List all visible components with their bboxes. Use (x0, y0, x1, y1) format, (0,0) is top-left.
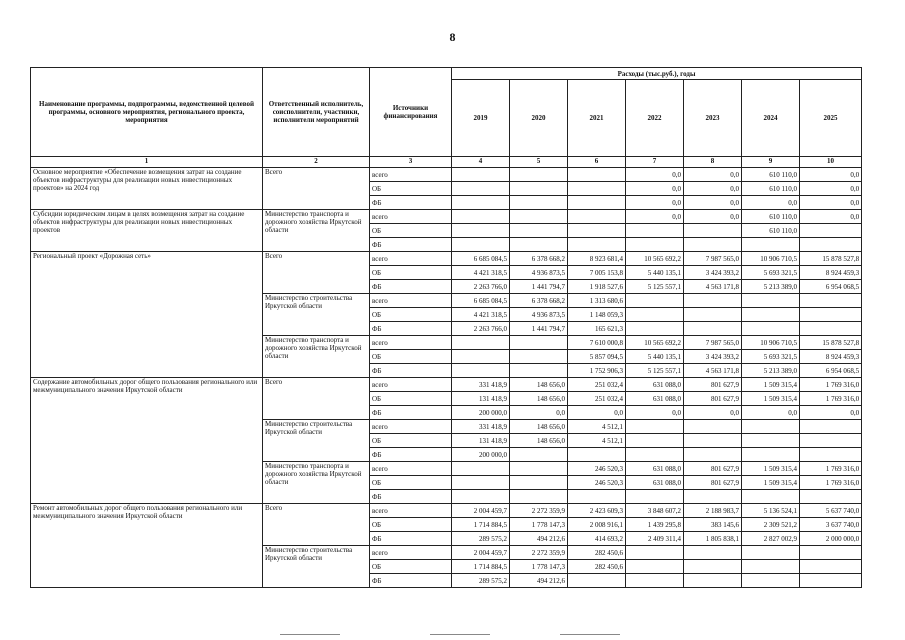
expense-value: 4 563 171,8 (684, 280, 742, 294)
expense-value (800, 448, 862, 462)
section-name: Содержание автомобильных дорог общего пользования регионального или межмуниципального значения Иркутской области (31, 378, 263, 504)
expense-value (684, 490, 742, 504)
expense-value (626, 434, 684, 448)
expense-value (626, 322, 684, 336)
header-year: 2021 (568, 80, 626, 157)
responsible-executor: Всего (263, 378, 370, 420)
expense-value: 0,0 (742, 406, 800, 420)
funding-source: ФБ (370, 238, 452, 252)
expense-value (510, 364, 568, 378)
expense-value (510, 210, 568, 224)
expense-value (568, 238, 626, 252)
expense-value: 148 656,0 (510, 420, 568, 434)
expense-value: 494 212,6 (510, 574, 568, 588)
expense-value: 15 878 527,8 (800, 252, 862, 266)
expense-value: 2 309 521,2 (742, 518, 800, 532)
expense-value: 801 627,9 (684, 476, 742, 490)
expense-value (742, 434, 800, 448)
funding-source: ФБ (370, 406, 452, 420)
expense-value: 2 000 000,0 (800, 532, 862, 546)
footer-line (430, 634, 490, 635)
expense-value: 251 032,4 (568, 378, 626, 392)
expense-value (626, 294, 684, 308)
expense-value: 131 418,9 (452, 392, 510, 406)
expense-value: 1 441 794,7 (510, 322, 568, 336)
expense-value: 0,0 (684, 210, 742, 224)
expense-value: 131 418,9 (452, 434, 510, 448)
expense-value: 6 685 084,5 (452, 252, 510, 266)
expense-value: 1 769 316,0 (800, 392, 862, 406)
expense-value (626, 490, 684, 504)
expense-value (684, 308, 742, 322)
expense-value: 289 575,2 (452, 532, 510, 546)
expense-value: 1 148 059,3 (568, 308, 626, 322)
expense-value: 7 610 000,8 (568, 336, 626, 350)
expense-value (568, 448, 626, 462)
expense-value: 1 778 147,3 (510, 560, 568, 574)
expense-value: 5 440 135,1 (626, 266, 684, 280)
expense-value: 2 423 609,3 (568, 504, 626, 518)
expense-value: 1 714 884,5 (452, 560, 510, 574)
expense-value: 2 263 766,0 (452, 280, 510, 294)
header-year: 2022 (626, 80, 684, 157)
funding-source: всего (370, 294, 452, 308)
expense-value: 0,0 (684, 168, 742, 182)
expense-value: 2 004 459,7 (452, 546, 510, 560)
expense-value (626, 308, 684, 322)
section-name: Региональный проект «Дорожная сеть» (31, 252, 263, 378)
expense-value: 7 987 565,0 (684, 252, 742, 266)
funding-source: всего (370, 546, 452, 560)
expense-value (510, 490, 568, 504)
expense-value: 2 272 359,9 (510, 546, 568, 560)
expense-value: 3 848 607,2 (626, 504, 684, 518)
expense-value: 1 509 315,4 (742, 462, 800, 476)
expense-value: 1 805 838,1 (684, 532, 742, 546)
responsible-executor: Министерство строительства Иркутской области (263, 420, 370, 462)
expense-value: 1 313 680,6 (568, 294, 626, 308)
responsible-executor: Министерство строительства Иркутской области (263, 546, 370, 588)
column-index: 2 (263, 157, 370, 168)
expense-value: 2 263 766,0 (452, 322, 510, 336)
expense-value (510, 448, 568, 462)
expense-value (626, 238, 684, 252)
header-source: Источники финансирования (370, 68, 452, 157)
expense-value: 148 656,0 (510, 392, 568, 406)
expense-value: 1 509 315,4 (742, 392, 800, 406)
expense-value: 15 878 527,8 (800, 336, 862, 350)
expense-value (452, 364, 510, 378)
expense-value (800, 294, 862, 308)
expense-value (452, 210, 510, 224)
funding-source: ОБ (370, 308, 452, 322)
expense-value: 610 110,0 (742, 224, 800, 238)
expense-value: 3 424 393,2 (684, 266, 742, 280)
expense-value: 1 752 906,3 (568, 364, 626, 378)
expense-value (510, 462, 568, 476)
expense-value: 5 125 557,1 (626, 364, 684, 378)
expense-value: 4 563 171,8 (684, 364, 742, 378)
table-row (31, 252, 862, 266)
expense-value (800, 434, 862, 448)
funding-source: ФБ (370, 448, 452, 462)
expense-value: 7 005 153,8 (568, 266, 626, 280)
funding-source: ОБ (370, 224, 452, 238)
expense-value: 6 685 084,5 (452, 294, 510, 308)
expense-value: 4 936 873,5 (510, 266, 568, 280)
funding-source: ФБ (370, 490, 452, 504)
expense-value (684, 294, 742, 308)
expense-value (626, 420, 684, 434)
expense-value (684, 546, 742, 560)
footer-line (280, 634, 340, 635)
expense-value: 2 008 916,1 (568, 518, 626, 532)
expense-value (510, 350, 568, 364)
funding-source: всего (370, 504, 452, 518)
expense-value (568, 210, 626, 224)
expense-value: 1 439 295,8 (626, 518, 684, 532)
expense-value: 610 110,0 (742, 168, 800, 182)
funding-source: всего (370, 420, 452, 434)
header-expenses: Расходы (тыс.руб.), годы (452, 68, 862, 80)
expense-value (452, 238, 510, 252)
responsible-executor: Министерство транспорта и дорожного хозяйства Иркутской области (263, 336, 370, 378)
expense-value: 331 418,9 (452, 378, 510, 392)
expense-value (684, 448, 742, 462)
expense-value (800, 420, 862, 434)
expense-value: 4 936 873,5 (510, 308, 568, 322)
expense-value: 10 565 692,2 (626, 252, 684, 266)
expense-value (452, 168, 510, 182)
expense-value: 2 827 002,9 (742, 532, 800, 546)
header-year: 2024 (742, 80, 800, 157)
expense-value: 246 520,3 (568, 462, 626, 476)
expense-value (510, 336, 568, 350)
expense-value: 0,0 (684, 182, 742, 196)
expense-value (742, 546, 800, 560)
funding-source: ОБ (370, 476, 452, 490)
expense-value: 1 918 527,6 (568, 280, 626, 294)
expense-value: 148 656,0 (510, 378, 568, 392)
funding-source: всего (370, 378, 452, 392)
funding-source: всего (370, 252, 452, 266)
expense-value: 246 520,3 (568, 476, 626, 490)
funding-source: ОБ (370, 350, 452, 364)
page-number: 8 (449, 30, 456, 44)
expense-value: 1 509 315,4 (742, 378, 800, 392)
expense-value (568, 224, 626, 238)
funding-source: ФБ (370, 574, 452, 588)
expense-value (800, 560, 862, 574)
funding-source: ОБ (370, 392, 452, 406)
expense-value: 3 637 740,0 (800, 518, 862, 532)
header-responsible: Ответственный исполнитель, соисполнители, участники, исполнители мероприятий (263, 68, 370, 157)
expense-value: 801 627,9 (684, 392, 742, 406)
expense-value (684, 574, 742, 588)
expense-value: 2 272 359,9 (510, 504, 568, 518)
column-index: 8 (684, 157, 742, 168)
expense-value: 0,0 (800, 182, 862, 196)
expense-value: 282 450,6 (568, 560, 626, 574)
expense-value: 0,0 (684, 196, 742, 210)
expense-value: 5 857 094,5 (568, 350, 626, 364)
expense-value: 801 627,9 (684, 462, 742, 476)
expense-value (684, 322, 742, 336)
expense-value (510, 224, 568, 238)
expense-value (800, 322, 862, 336)
expense-value: 251 032,4 (568, 392, 626, 406)
budget-table-body (31, 168, 862, 588)
expense-value (568, 168, 626, 182)
expense-value (684, 434, 742, 448)
expense-value (510, 476, 568, 490)
expense-value: 6 954 068,5 (800, 364, 862, 378)
section-name: Основное мероприятие «Обеспечение возмещения затрат на создание объектов инфраструктуры для реализации новых инвестиционных проектов» на 2024 год (31, 168, 263, 210)
expense-value: 0,0 (626, 182, 684, 196)
expense-value: 610 110,0 (742, 210, 800, 224)
expense-value: 631 088,0 (626, 392, 684, 406)
expense-value (568, 490, 626, 504)
expense-value (452, 476, 510, 490)
expense-value: 8 924 459,3 (800, 266, 862, 280)
section-name: Ремонт автомобильных дорог общего пользования регионального или межмуниципального значения Иркутской области (31, 504, 263, 588)
expense-value: 5 693 321,5 (742, 350, 800, 364)
column-index: 5 (510, 157, 568, 168)
expense-value (626, 448, 684, 462)
column-index: 4 (452, 157, 510, 168)
expense-value (742, 574, 800, 588)
expense-value: 0,0 (626, 196, 684, 210)
expense-value (800, 546, 862, 560)
budget-table (30, 67, 862, 588)
expense-value: 0,0 (800, 196, 862, 210)
funding-source: ФБ (370, 280, 452, 294)
column-index: 3 (370, 157, 452, 168)
expense-value (568, 182, 626, 196)
expense-value: 148 656,0 (510, 434, 568, 448)
funding-source: всего (370, 210, 452, 224)
column-index: 9 (742, 157, 800, 168)
funding-source: ФБ (370, 196, 452, 210)
expense-value: 6 378 668,2 (510, 294, 568, 308)
section-name: Субсидии юридическим лицам в целях возмещения затрат на создание объектов инфраструктуры для реализации новых инвестиционных проектов (31, 210, 263, 252)
expense-value: 289 575,2 (452, 574, 510, 588)
expense-value: 0,0 (626, 406, 684, 420)
expense-value: 5 125 557,1 (626, 280, 684, 294)
expense-value: 1 769 316,0 (800, 378, 862, 392)
responsible-executor: Министерство транспорта и дорожного хозяйства Иркутской области (263, 462, 370, 504)
expense-value: 610 110,0 (742, 182, 800, 196)
expense-value (510, 196, 568, 210)
expense-value: 0,0 (626, 210, 684, 224)
expense-value (452, 196, 510, 210)
column-index: 10 (800, 157, 862, 168)
expense-value: 5 213 389,0 (742, 280, 800, 294)
expense-value: 165 621,3 (568, 322, 626, 336)
expense-value: 494 212,6 (510, 532, 568, 546)
expense-value: 4 421 318,5 (452, 308, 510, 322)
expense-value (800, 490, 862, 504)
expense-value (800, 224, 862, 238)
expense-value: 6 954 068,5 (800, 280, 862, 294)
expense-value (568, 196, 626, 210)
table-row (31, 210, 862, 224)
funding-source: всего (370, 336, 452, 350)
funding-source: ФБ (370, 532, 452, 546)
expense-value (742, 560, 800, 574)
expense-value (684, 238, 742, 252)
expense-value: 631 088,0 (626, 476, 684, 490)
funding-source: ОБ (370, 434, 452, 448)
expense-value: 801 627,9 (684, 378, 742, 392)
expense-value (568, 574, 626, 588)
header-year: 2025 (800, 80, 862, 157)
header-year: 2020 (510, 80, 568, 157)
expense-value: 4 512,1 (568, 434, 626, 448)
expense-value (452, 462, 510, 476)
expense-value: 0,0 (800, 406, 862, 420)
header-name: Наименование программы, подпрограммы, ведомственной целевой программы, основного мероприятия, регионального проекта, мероприятия (31, 68, 263, 157)
table-row (31, 378, 862, 392)
expense-value: 8 923 681,4 (568, 252, 626, 266)
expense-value: 414 693,2 (568, 532, 626, 546)
responsible-executor: Всего (263, 252, 370, 294)
responsible-executor: Всего (263, 504, 370, 546)
column-index: 6 (568, 157, 626, 168)
expense-value (742, 448, 800, 462)
expense-value (510, 168, 568, 182)
expense-value (800, 308, 862, 322)
expense-value: 1 769 316,0 (800, 462, 862, 476)
expense-value: 2 409 311,4 (626, 532, 684, 546)
responsible-executor: Всего (263, 168, 370, 210)
expense-value: 1 778 147,3 (510, 518, 568, 532)
expense-value (510, 182, 568, 196)
expense-value: 1 769 316,0 (800, 476, 862, 490)
table-row (31, 168, 862, 182)
expense-value: 0,0 (684, 406, 742, 420)
expense-value (742, 490, 800, 504)
expense-value: 7 987 565,0 (684, 336, 742, 350)
expense-value: 10 565 692,2 (626, 336, 684, 350)
expense-value: 1 441 794,7 (510, 280, 568, 294)
table-row (31, 504, 862, 518)
expense-value (452, 224, 510, 238)
expense-value (452, 182, 510, 196)
funding-source: ОБ (370, 518, 452, 532)
expense-value: 10 906 710,5 (742, 336, 800, 350)
expense-value: 0,0 (742, 196, 800, 210)
expense-value (742, 294, 800, 308)
expense-value (800, 238, 862, 252)
expense-value: 631 088,0 (626, 462, 684, 476)
expense-value: 6 378 668,2 (510, 252, 568, 266)
expense-value (452, 350, 510, 364)
expense-value: 4 512,1 (568, 420, 626, 434)
expense-value: 282 450,6 (568, 546, 626, 560)
expense-value: 5 213 389,0 (742, 364, 800, 378)
expense-value (684, 420, 742, 434)
expense-value: 5 440 135,1 (626, 350, 684, 364)
expense-value: 10 906 710,5 (742, 252, 800, 266)
expense-value: 2 188 983,7 (684, 504, 742, 518)
expense-value (452, 490, 510, 504)
expense-value: 200 000,0 (452, 406, 510, 420)
expense-value (452, 336, 510, 350)
expense-value: 2 004 459,7 (452, 504, 510, 518)
expense-value: 0,0 (800, 168, 862, 182)
expense-value: 383 145,6 (684, 518, 742, 532)
expense-value: 4 421 318,5 (452, 266, 510, 280)
footer-line (560, 634, 620, 635)
expense-value: 0,0 (626, 168, 684, 182)
expense-value (742, 308, 800, 322)
responsible-executor: Министерство транспорта и дорожного хозяйства Иркутской области (263, 210, 370, 252)
header-year: 2023 (684, 80, 742, 157)
expense-value: 0,0 (510, 406, 568, 420)
funding-source: всего (370, 462, 452, 476)
expense-value: 5 136 524,1 (742, 504, 800, 518)
expense-value (626, 546, 684, 560)
expense-value: 1 509 315,4 (742, 476, 800, 490)
expense-value: 3 424 393,2 (684, 350, 742, 364)
column-index: 7 (626, 157, 684, 168)
expense-value (684, 560, 742, 574)
expense-value: 331 418,9 (452, 420, 510, 434)
expense-value: 8 924 459,3 (800, 350, 862, 364)
expense-value: 631 088,0 (626, 378, 684, 392)
expense-value (800, 574, 862, 588)
expense-value: 200 000,0 (452, 448, 510, 462)
column-index: 1 (31, 157, 263, 168)
funding-source: ОБ (370, 266, 452, 280)
expense-value (742, 322, 800, 336)
header-year: 2019 (452, 80, 510, 157)
expense-value (626, 574, 684, 588)
funding-source: ФБ (370, 364, 452, 378)
responsible-executor: Министерство строительства Иркутской области (263, 294, 370, 336)
expense-value (626, 560, 684, 574)
funding-source: ОБ (370, 182, 452, 196)
expense-value (684, 224, 742, 238)
expense-value: 0,0 (568, 406, 626, 420)
expense-value (742, 420, 800, 434)
funding-source: ОБ (370, 560, 452, 574)
funding-source: ФБ (370, 322, 452, 336)
expense-value: 5 693 321,5 (742, 266, 800, 280)
funding-source: всего (370, 168, 452, 182)
expense-value (510, 238, 568, 252)
expense-value: 1 714 884,5 (452, 518, 510, 532)
expense-value: 5 637 740,0 (800, 504, 862, 518)
expense-value (626, 224, 684, 238)
expense-value (742, 238, 800, 252)
expense-value: 0,0 (800, 210, 862, 224)
